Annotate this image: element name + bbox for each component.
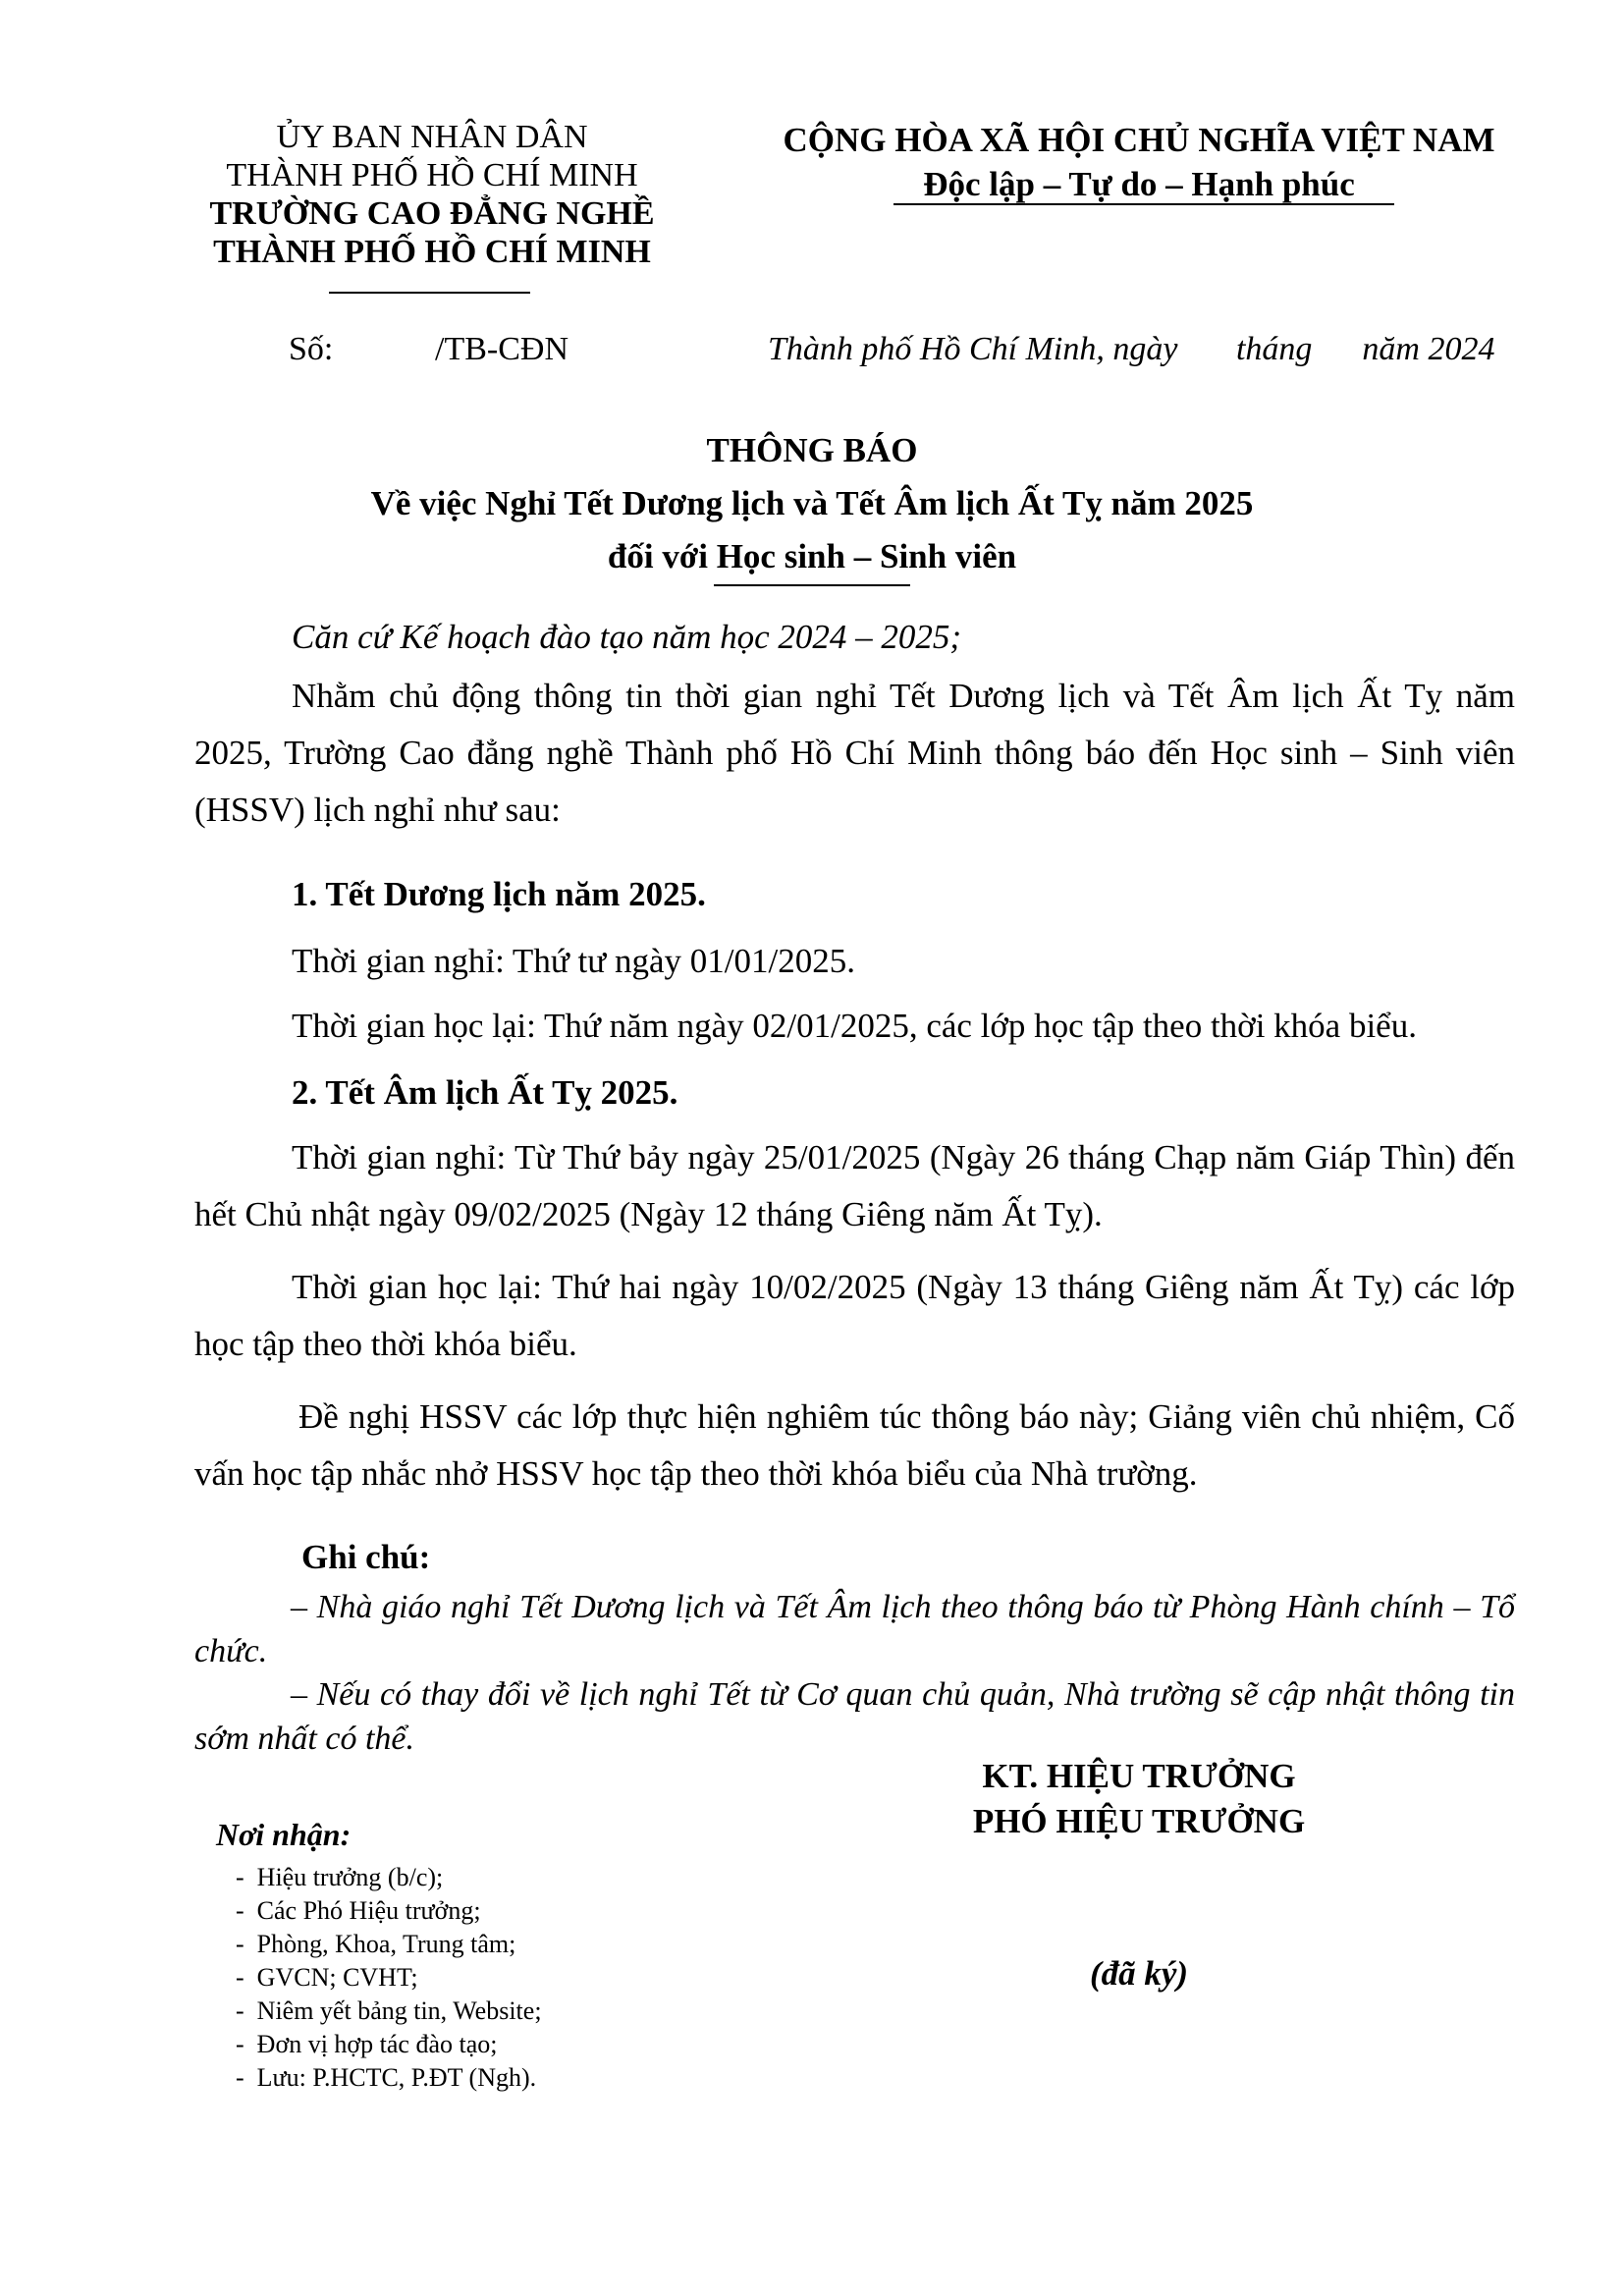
signature-title-1: KT. HIỆU TRƯỞNG (982, 1757, 1296, 1795)
title-divider (714, 584, 910, 586)
section-2-title: 2. Tết Âm lịch Ất Tỵ 2025. (292, 1073, 678, 1112)
issuer-line-4: THÀNH PHỐ HỒ CHÍ MINH (213, 234, 651, 270)
issuer-divider (329, 292, 530, 294)
national-motto: Độc lập – Tự do – Hạnh phúc (923, 165, 1355, 203)
section-1-title: 1. Tết Dương lịch năm 2025. (292, 875, 706, 913)
notice-title-main: THÔNG BÁO (706, 431, 918, 469)
note-item: – Nếu có thay đổi về lịch nghỉ Tết từ Cơ quan chủ quản, Nhà trường sẽ cập nhật thông tin sớm nhất có thể. (194, 1676, 1515, 1757)
note-item: – Nhà giáo nghỉ Tết Dương lịch và Tết Âm lịch theo thông báo từ Phòng Hành chính – Tổ chức. (194, 1589, 1515, 1669)
date-line (768, 331, 1494, 368)
national-title: CỘNG HÒA XÃ HỘI CHỦ NGHĨA VIỆT NAM (783, 121, 1495, 159)
recipients-list (236, 1861, 542, 2095)
doc-number-code: /TB-CĐN (435, 331, 568, 367)
recipient-item: - Các Phó Hiệu trưởng; (236, 1894, 542, 1928)
recipient-item: - Lưu: P.HCTC, P.ĐT (Ngh). (236, 2061, 542, 2095)
recipient-item: - Đơn vị hợp tác đào tạo; (236, 2028, 542, 2061)
issuer-line-3: TRƯỜNG CAO ĐẲNG NGHỀ (209, 195, 655, 232)
section-2-off: Thời gian nghỉ: Từ Thứ bảy ngày 25/01/2025 (Ngày 26 tháng Chạp năm Giáp Thìn) đến hết Chủ nhật ngày 09/02/2025 (Ngày 12 tháng Giêng năm Ất Tỵ). (194, 1138, 1515, 1233)
notice-title (0, 424, 1624, 583)
recipients-title: Nơi nhận: (216, 1817, 352, 1852)
issuer-line-2: THÀNH PHỐ HỒ CHÍ MINH (226, 157, 638, 193)
section-1-off: Thời gian nghỉ: Thứ tư ngày 01/01/2025. (292, 942, 855, 980)
date-place: Thành phố Hồ Chí Minh, ngày (768, 331, 1178, 367)
section-2-resume: Thời gian học lại: Thứ hai ngày 10/02/2025 (Ngày 13 tháng Giêng năm Ất Tỵ) các lớp học tập theo thời khóa biểu. (194, 1268, 1515, 1363)
request-paragraph: Đề nghị HSSV các lớp thực hiện nghiêm túc thông báo này; Giảng viên chủ nhiệm, Cố vấn học tập nhắc nhở HSSV học tập theo thời khóa biểu của Nhà trường. (194, 1397, 1515, 1493)
signed-mark: (đã ký) (1089, 1954, 1189, 1993)
doc-number-label: Số: (289, 331, 334, 367)
signature-title-2: PHÓ HIỆU TRƯỞNG (972, 1802, 1306, 1840)
recipient-item: - Niêm yết bảng tin, Website; (236, 1995, 542, 2028)
notes-title: Ghi chú: (301, 1538, 431, 1576)
notice-subtitle-1: Về việc Nghỉ Tết Dương lịch và Tết Âm lịch Ất Tỵ năm 2025 (370, 484, 1254, 522)
date-year: năm 2024 (1362, 331, 1495, 367)
date-month: tháng (1235, 331, 1313, 367)
recipient-item: - Phòng, Khoa, Trung tâm; (236, 1928, 542, 1961)
issuer-header (177, 118, 687, 271)
recipient-item: - Hiệu trưởng (b/c); (236, 1861, 542, 1894)
section-1-resume: Thời gian học lại: Thứ năm ngày 02/01/2025, các lớp học tập theo thời khóa biểu. (292, 1007, 1417, 1045)
issuer-line-1: ỦY BAN NHÂN DÂN (276, 119, 588, 155)
notice-subtitle-2: đối với Học sinh – Sinh viên (607, 537, 1017, 575)
recipient-item: - GVCN; CVHT; (236, 1961, 542, 1995)
intro-paragraph: Nhằm chủ động thông tin thời gian nghỉ Tết Dương lịch và Tết Âm lịch Ất Tỵ năm 2025, Trường Cao đẳng nghề Thành phố Hồ Chí Minh thông báo đến Học sinh – Sinh viên (HSSV) lịch nghỉ như sau: (194, 677, 1515, 829)
motto-underline (893, 203, 1394, 205)
national-header (746, 118, 1532, 206)
signature-block (864, 1754, 1414, 1844)
basis-paragraph: Căn cứ Kế hoạch đào tạo năm học 2024 – 2025; (292, 618, 962, 656)
